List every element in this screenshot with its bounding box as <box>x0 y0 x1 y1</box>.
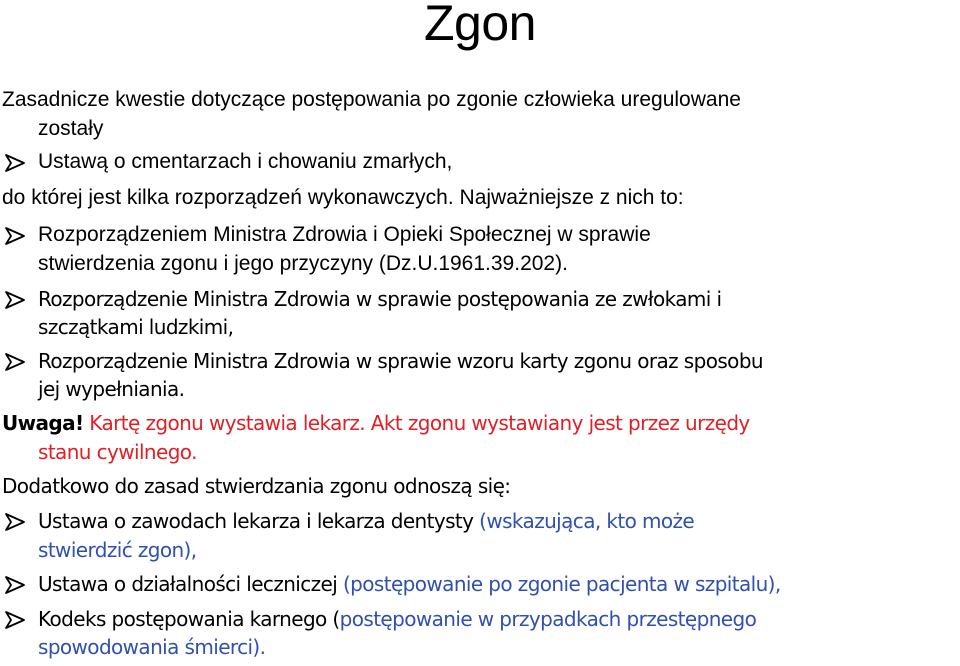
bullet-doctors-act-line-1 <box>38 507 694 535</box>
bullet-criminal-code-line-1 <box>38 605 756 633</box>
note-text: Kartę zgonu wystawia lekarz. Akt zgonu wystawiany jest przez urzędy <box>83 411 750 435</box>
arrow-bullet-icon <box>4 289 26 311</box>
intro-line-1: Zasadnicze kwestie dotyczące postępowania po zgonie człowieka uregulowane <box>2 88 741 111</box>
arrow-bullet-icon <box>4 574 26 596</box>
bullet-criminal-code-title: Kodeks postępowania karnego ( <box>38 607 340 631</box>
bullet-medical-activity-act <box>38 570 781 598</box>
arrow-bullet-icon <box>4 511 26 533</box>
bullet-medical-activity-title: Ustawa o działalności leczniczej <box>38 572 343 596</box>
bullet-death-card-line-1: Rozporządzenie Ministra Zdrowia w sprawie wzoru karty zgonu oraz sposobu <box>38 349 763 373</box>
additional-rules-intro: Dodatkowo do zasad stwierdzania zgonu odnoszą się: <box>2 474 511 498</box>
note-line-1 <box>2 409 750 437</box>
bullet-cemetery-act: Ustawą o cmentarzach i chowaniu zmarłych, <box>38 150 453 173</box>
bullet-death-card-line-2: jej wypełniania. <box>38 377 185 401</box>
page-title: Zgon <box>424 0 536 51</box>
bullet-death-certification-line-2: stwierdzenia zgonu i jego przyczyny (Dz.U.1961.39.202). <box>38 252 568 275</box>
arrow-bullet-icon <box>4 351 26 373</box>
note-label: Uwaga! <box>2 411 84 435</box>
intro-line-2: zostały <box>38 117 104 140</box>
bullet-doctors-act-line-2: stwierdzić zgon), <box>38 538 197 562</box>
bullet-doctors-act-note: (wskazująca, kto może <box>479 509 695 533</box>
note-line-2: stanu cywilnego. <box>38 440 197 464</box>
bullet-death-certification-line-1: Rozporządzeniem Ministra Zdrowia i Opieki Społecznej w sprawie <box>38 223 651 246</box>
bullet-doctors-act-title: Ustawa o zawodach lekarza i lekarza dentysty <box>38 509 480 533</box>
bullet-remains-handling-line-2: szczątkami ludzkimi, <box>38 315 234 339</box>
arrow-bullet-icon <box>4 152 26 174</box>
regulations-intro: do której jest kilka rozporządzeń wykonawczych. Najważniejsze z nich to: <box>2 186 684 209</box>
bullet-criminal-code-line-2: spowodowania śmierci). <box>38 635 266 659</box>
arrow-bullet-icon <box>4 609 26 631</box>
bullet-criminal-code-note: postępowanie w przypadkach przestępnego <box>339 607 757 631</box>
bullet-medical-activity-note: (postępowanie po zgonie pacjenta w szpitalu), <box>342 572 781 596</box>
arrow-bullet-icon <box>4 225 26 247</box>
bullet-remains-handling-line-1: Rozporządzenie Ministra Zdrowia w sprawie postępowania ze zwłokami i <box>38 287 722 311</box>
